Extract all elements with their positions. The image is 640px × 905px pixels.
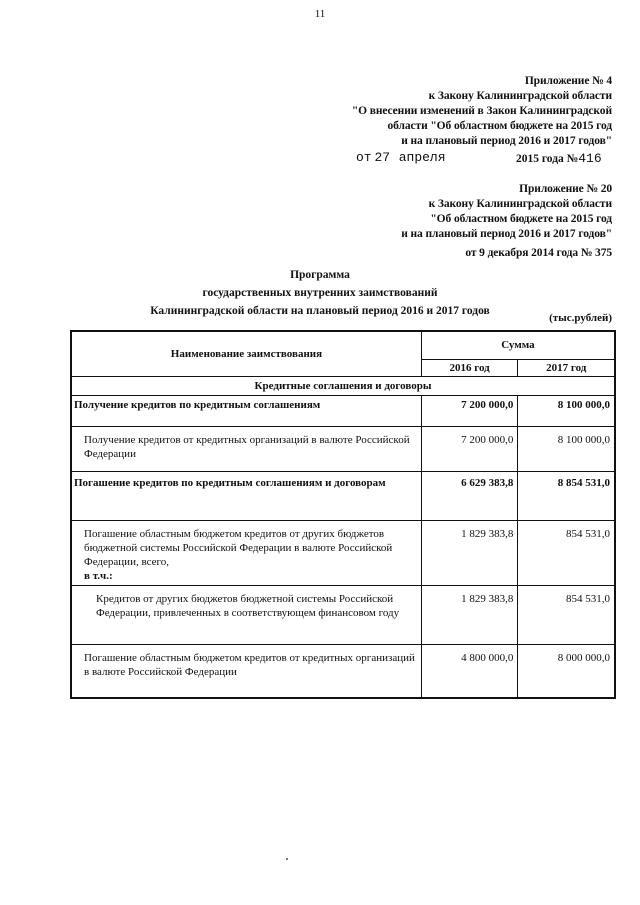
title-line2: государственных внутренних заимствований xyxy=(202,287,438,299)
row-name: Погашение кредитов по кредитным соглашениям и договорам xyxy=(71,472,421,521)
appendix-4-line2: к Закону Калининградской области xyxy=(428,90,612,102)
row-name: Получение кредитов от кредитных организаций в валюте Российской Федерации xyxy=(71,427,421,472)
appendix-4-header xyxy=(352,74,612,149)
document-title xyxy=(0,266,640,320)
row-value-2017: 8 100 000,0 xyxy=(518,427,615,472)
appendix-4-line3: "О внесении изменений в Закон Калининградской xyxy=(351,105,612,117)
row-value-2016: 7 200 000,0 xyxy=(421,396,518,427)
row-value-2016: 7 200 000,0 xyxy=(421,427,518,472)
title-line1: Программа xyxy=(290,269,350,281)
row-value-2017: 854 531,0 xyxy=(518,521,615,586)
row-value-2016: 1 829 383,8 xyxy=(421,521,518,586)
date-day: 27 xyxy=(374,150,391,165)
appendix-20-line1: Приложение № 20 xyxy=(519,183,612,195)
row-value-2016: 4 800 000,0 xyxy=(421,645,518,699)
row-value-2017: 8 000 000,0 xyxy=(518,645,615,699)
table-row xyxy=(71,396,615,427)
table-row xyxy=(71,586,615,645)
page-number: 11 xyxy=(314,8,326,20)
appendix-20-line5: от 9 декабря 2014 года № 375 xyxy=(465,247,612,259)
appendix-4-line1: Приложение № 4 xyxy=(524,75,612,87)
row-note-including: в т.ч.: xyxy=(84,570,113,582)
table-row xyxy=(71,645,615,699)
header-sum: Сумма xyxy=(421,331,615,360)
header-2017: 2017 год xyxy=(518,360,615,377)
table-row xyxy=(71,472,615,521)
appendix-20-header xyxy=(401,182,612,261)
table-row xyxy=(71,427,615,472)
date-number: 416 xyxy=(578,151,602,166)
row-value-2017: 8 854 531,0 xyxy=(518,472,615,521)
row-value-2016: 1 829 383,8 xyxy=(421,586,518,645)
appendix-20-line3: "Об областном бюджете на 2015 год xyxy=(430,213,612,225)
row-value-2016: 6 629 383,8 xyxy=(421,472,518,521)
date-month: апреля xyxy=(398,150,446,165)
row-value-2017: 8 100 000,0 xyxy=(518,396,615,427)
section-title: Кредитные соглашения и договоры xyxy=(71,377,615,396)
scan-speck xyxy=(286,858,288,860)
row-name: Получение кредитов по кредитным соглашениям xyxy=(71,396,421,427)
units-label: (тыс.рублей) xyxy=(549,312,612,324)
table-row xyxy=(71,521,615,586)
date-prefix: от xyxy=(356,150,372,165)
title-line3: Калининградской области на плановый период 2016 и 2017 годов xyxy=(150,305,490,317)
row-name: Кредитов от других бюджетов бюджетной системы Российской Федерации, привлеченных в соответствующем финансовом году xyxy=(71,586,421,645)
row-name: Погашение областным бюджетом кредитов от кредитных организаций в валюте Российской Федерации xyxy=(71,645,421,699)
row-name: Погашение областным бюджетом кредитов от других бюджетов бюджетной системы Российской Федерации в валюте Российской Федерации, всего, xyxy=(84,528,393,568)
date-year: 2015 года № xyxy=(516,153,579,165)
appendix-4-line4: области "Об областном бюджете на 2015 год xyxy=(387,120,612,132)
borrowing-table xyxy=(70,330,616,699)
appendix-4-line5: и на плановый период 2016 и 2017 годов" xyxy=(401,135,612,147)
appendix-20-line4: и на плановый период 2016 и 2017 годов" xyxy=(401,228,612,240)
row-value-2017: 854 531,0 xyxy=(518,586,615,645)
header-name: Наименование заимствования xyxy=(71,331,421,377)
header-2016: 2016 год xyxy=(421,360,518,377)
appendix-4-date xyxy=(356,150,612,165)
appendix-20-line2: к Закону Калининградской области xyxy=(428,198,612,210)
